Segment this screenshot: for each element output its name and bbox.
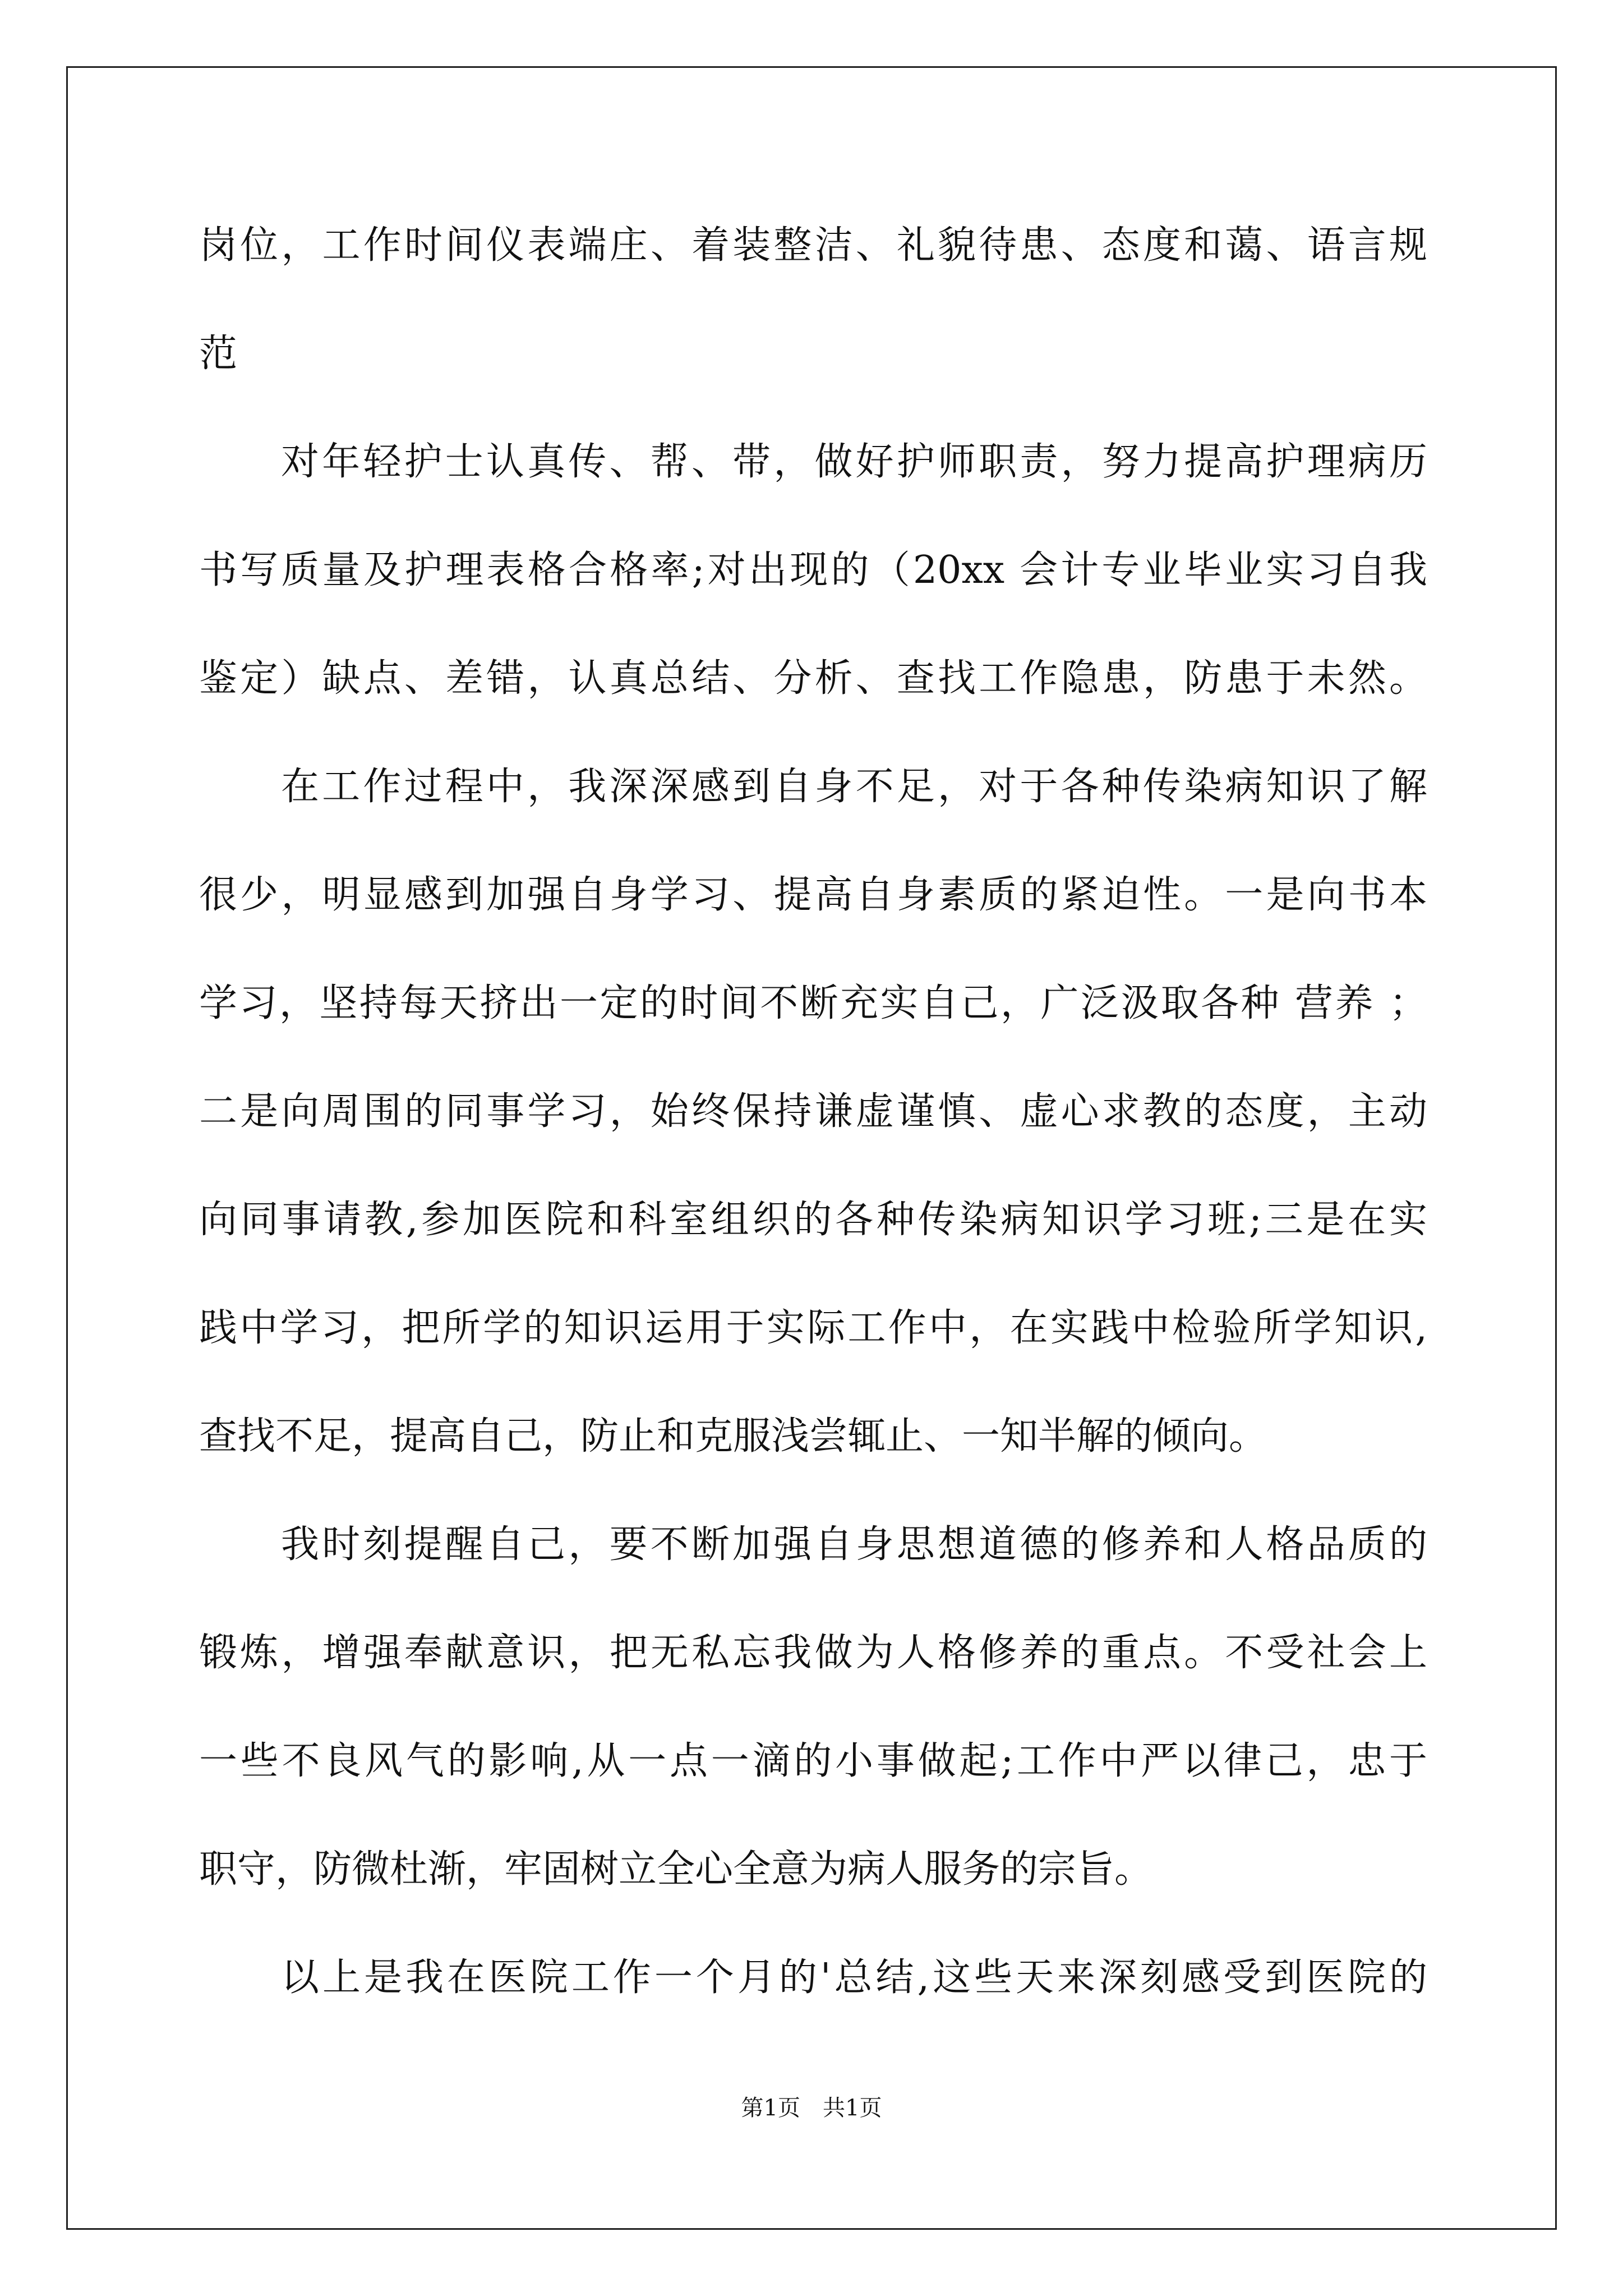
text-line: 学习，坚持每天挤出一定的时间不断充实自己，广泛汲取各种 营养 ； (199, 981, 1427, 1025)
text-line: 范 (199, 332, 238, 376)
page-frame (66, 66, 1557, 2230)
text-line: 锻炼，增强奉献意识，把无私忘我做为人格修养的重点。不受社会上 (199, 1631, 1427, 1675)
text-line: 岗位，工作时间仪表端庄、着装整洁、礼貌待患、态度和蔼、语言规 (199, 223, 1427, 268)
text-line: 鉴定）缺点、差错，认真总结、分析、查找工作隐患，防患于未然。 (199, 656, 1427, 701)
paragraph-first-line: 在工作过程中，我深深感到自身不足，对于各种传染病知识了解 (281, 765, 1427, 809)
text-line: 查找不足，提高自己，防止和克服浅尝辄止、一知半解的倾向。 (199, 1414, 1267, 1458)
paragraph-first-line: 我时刻提醒自己，要不断加强自身思想道德的修养和人格品质的 (281, 1522, 1427, 1567)
text-line: 二是向周围的同事学习，始终保持谦虚谨慎、虚心求教的态度，主动 (199, 1089, 1427, 1134)
text-line: 很少，明显感到加强自身学习、提高自身素质的紧迫性。一是向书本 (199, 873, 1427, 917)
text-line: 践中学习，把所学的知识运用于实际工作中，在实践中检验所学知识, (199, 1306, 1427, 1350)
text-line: 向同事请教,参加医院和科室组织的各种传染病知识学习班;三是在实 (199, 1198, 1427, 1242)
paragraph-first-line: 以上是我在医院工作一个月的'总结,这些天来深刻感受到医院的 (281, 1955, 1427, 2000)
page-number-footer: 第1页 共1页 (741, 2095, 882, 2121)
paragraph-first-line: 对年轻护士认真传、帮、带，做好护师职责，努力提高护理病历 (281, 440, 1427, 484)
text-line: 职守，防微杜渐，牢固树立全心全意为病人服务的宗旨。 (199, 1847, 1153, 1892)
text-line: 书写质量及护理表格合格率;对出现的（20xx 会计专业毕业实习自我 (199, 548, 1427, 592)
text-line: 一些不良风气的影响,从一点一滴的小事做起;工作中严以律己，忠于 (199, 1739, 1427, 1783)
